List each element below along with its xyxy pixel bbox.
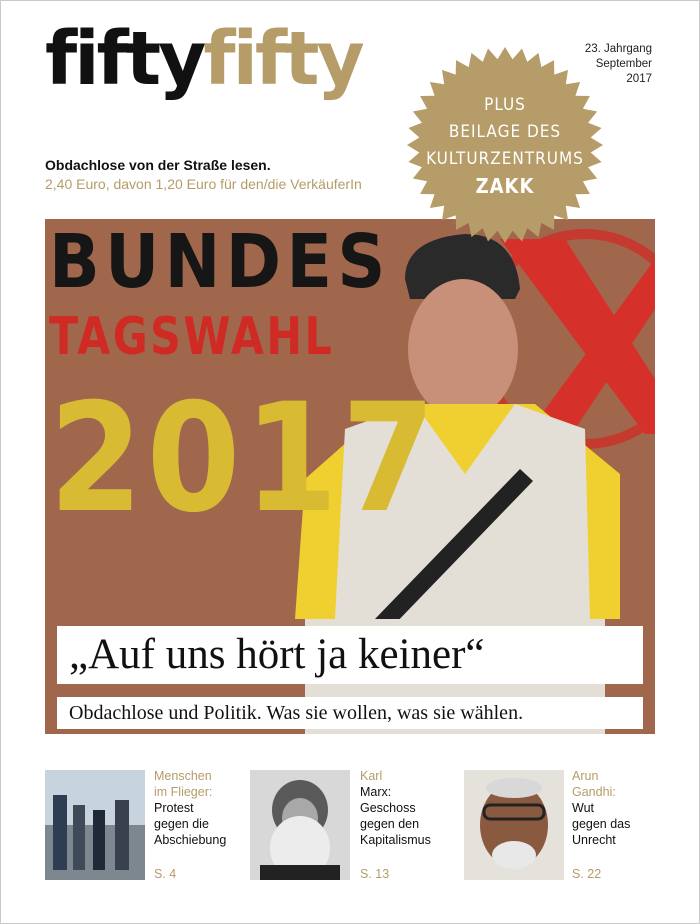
teaser-2-photo xyxy=(250,770,350,880)
badge-line-1: PLUS xyxy=(484,95,526,115)
magazine-logo xyxy=(45,16,362,102)
tagline: Obdachlose von der Straße lesen. xyxy=(45,157,271,173)
badge-line-4: ZAKK xyxy=(475,174,535,198)
cover-subline-box xyxy=(57,697,643,729)
cover-year: 2017 xyxy=(49,372,440,546)
cover-word-bundes: BUNDES xyxy=(49,219,391,305)
badge-line-3: KULTURZENTRUMS xyxy=(426,149,584,169)
teaser-1-title: Menschen im Flieger: Protest gegen die Abschiebung xyxy=(154,769,227,847)
cover-headline: „Auf uns hört ja keiner“ xyxy=(69,631,485,678)
badge-text xyxy=(406,92,604,200)
logo-part-gold: fifty xyxy=(203,16,362,102)
cover-word-tagswahl: TAGSWAHL xyxy=(49,307,335,367)
teaser-3-title: Arun Gandhi: Wut gegen das Unrecht xyxy=(572,769,631,847)
issue-volume: 23. Jahrgang xyxy=(584,43,652,55)
teaser-2-page: S. 13 xyxy=(360,867,390,881)
teaser-1-photo xyxy=(45,770,145,880)
cover-headline-box xyxy=(57,626,643,684)
issue-month: September xyxy=(595,58,652,70)
teaser-2-title: Karl Marx: Geschoss gegen den Kapitalismus xyxy=(360,769,431,847)
cover-subline: Obdachlose und Politik. Was sie wollen, was sie wählen. xyxy=(69,702,524,724)
logo-part-black: fifty xyxy=(45,16,204,102)
price-line: 2,40 Euro, davon 1,20 Euro für den/die VerkäuferIn xyxy=(45,176,362,192)
issue-year: 2017 xyxy=(626,73,652,85)
teaser-3-page: S. 22 xyxy=(572,867,602,881)
teaser-1-page: S. 4 xyxy=(154,867,177,881)
badge-line-2: BEILAGE DES xyxy=(448,122,562,142)
teaser-3-photo xyxy=(464,770,564,880)
